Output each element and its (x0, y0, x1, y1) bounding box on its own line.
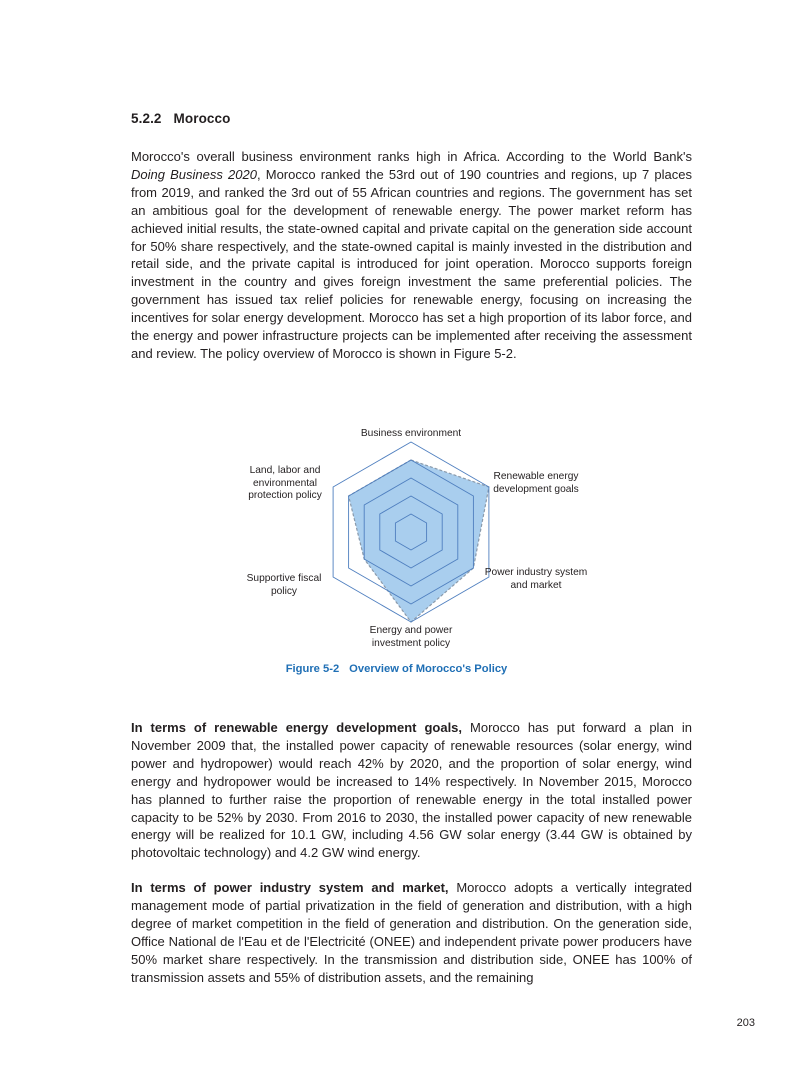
axis-label-power-industry: Power industry system and market (484, 567, 588, 591)
page-number: 203 (736, 1017, 755, 1029)
radar-chart (230, 420, 590, 660)
intro-text-2: , Morocco ranked the 53rd out of 190 countries and regions, up 7 places from 2019, and ranked the 3rd out of 55 African countries and regions. The government has set an ambitious goal for the development of renewable energy. The power market reform has achieved initial results, the state-owned capital and private capital on the generation side account for 50% share respectively, and the state-owned capital is mainly invested in the distribution and retail side, and the private capital is introduced for joint operation. Morocco supports foreign investment in the country and gives foreign investment the same preferential policies. The government has issued tax relief policies for renewable energy, focusing on increasing the incentives for solar energy development. Morocco has set a high proportion of its labor force, and the energy and power infrastructure projects can be implemented after receiving the assessment and review. The policy overview of Morocco is shown in Figure 5-2. (131, 166, 692, 361)
power-market-lead: In terms of power industry system and market, (131, 880, 449, 895)
axis-label-investment-policy: Energy and power investment policy (369, 625, 453, 649)
renewable-text: Morocco has put forward a plan in November 2009 that, the installed power capacity of renewable resources (solar energy, wind power and hydropower) would reach 42% by 2020, and the proportion of solar energy, wind energy and hydropower would be increased to 14% respectively. In November 2015, Morocco has planned to further raise the proportion of renewable energy in the total installed power capacity to be 52% by 2030. From 2016 to 2030, the installed power capacity of new renewable energy will be realized for 10.1 GW, including 4.56 GW solar energy (3.44 GW is obtained by photovoltaic technology) and 4.2 GW wind energy. (131, 720, 692, 861)
figure-title: Overview of Morocco's Policy (349, 663, 508, 675)
section-title: Morocco (173, 111, 231, 126)
section-heading (131, 111, 231, 126)
renewable-goals-paragraph (131, 719, 692, 862)
radar-chart-figure (230, 420, 590, 660)
intro-text-1: Morocco's overall business environment ranks high in Africa. According to the World Bank's (131, 149, 692, 164)
axis-label-business-environment: Business environment (360, 428, 462, 439)
intro-paragraph (131, 148, 692, 363)
section-number: 5.2.2 (131, 111, 162, 126)
axis-label-fiscal-policy: Supportive fiscal policy (246, 573, 322, 597)
power-market-paragraph (131, 879, 692, 986)
figure-caption (0, 663, 793, 675)
axis-label-land-labor-env: Land, labor and environmental protection policy (248, 465, 322, 501)
figure-number: Figure 5-2 (285, 663, 340, 675)
power-market-text: Morocco adopts a vertically integrated management mode of partial privatization in the field of generation and distribution, with a high degree of market competition in the field of generation and distribution. On the generation side, Office National de l'Eau et de l'Electricité (ONEE) and independent private power producers have 50% market share respectively. In the transmission and distribution side, ONEE has 100% of transmission assets and 55% of distribution assets, and the remaining (131, 880, 692, 985)
renewable-lead: In terms of renewable energy development goals, (131, 720, 463, 735)
report-title-italic: Doing Business 2020 (131, 166, 257, 182)
axis-label-renewable-goals: Renewable energy development goals (493, 471, 579, 495)
